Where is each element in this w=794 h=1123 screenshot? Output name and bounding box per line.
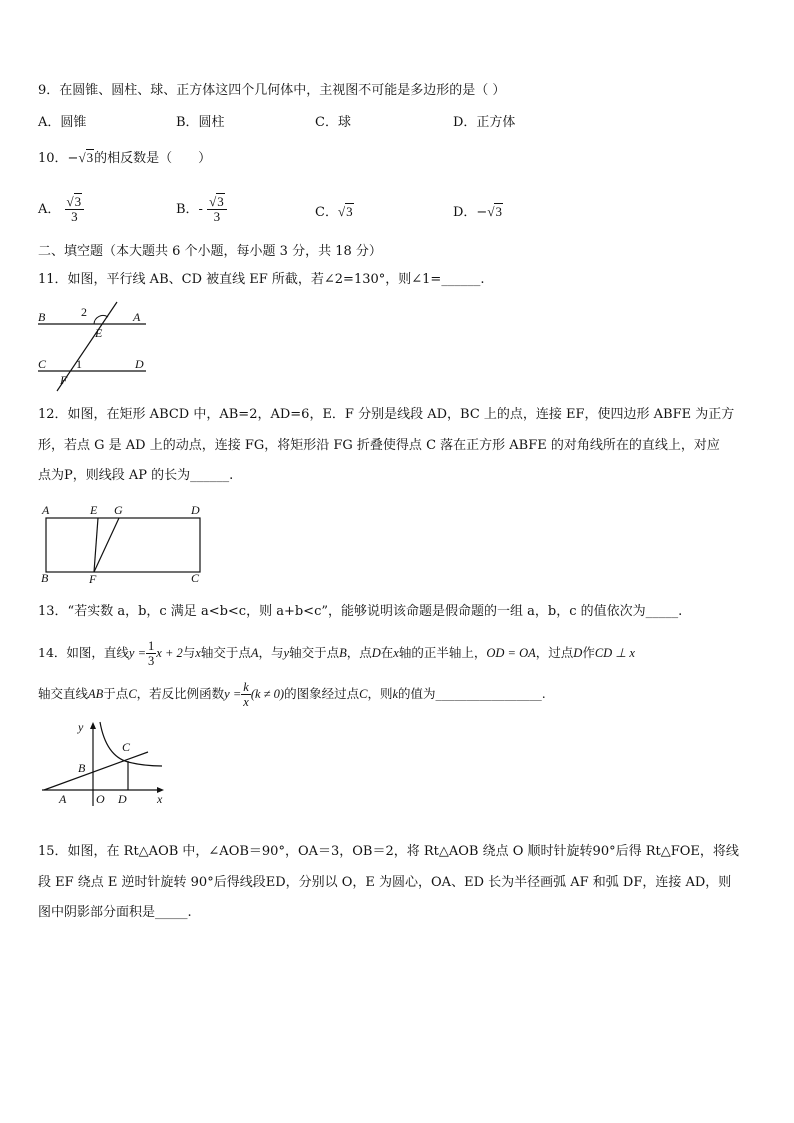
q10-option-d: D．−√3 [453,204,502,220]
q14-line-2 [38,680,546,709]
q15-line-3: 图中阴影部分面积是_____. [38,905,192,920]
q10-option-b [176,195,227,224]
q14-k-num: k [243,680,249,694]
q14-point-b: B [339,646,347,660]
q10-minus: − [67,151,79,166]
q10-a-fraction: $\frac{√3}{3}$ [65,195,85,224]
q14-od-eq: OD = OA [486,646,536,660]
q9-option-b: B．圆柱 [176,115,225,130]
q12-line-2: 形，若点 G 是 AD 上的动点，连接 FG，将矩形沿 FG 折叠使得点 C 落在正方形 ABFE 的对角线所在的直线上，对应 [38,438,720,453]
q14-text-10: 作 [582,645,595,660]
q14-cd-perp: CD ⊥ x [594,646,635,660]
q14-fig-d: D [118,792,127,806]
q14-text-14: 的图象经过点 [284,686,360,701]
q10-a-den: 3 [71,209,78,224]
q14-fig-c: C [122,740,131,754]
q10-b-den: 3 [213,209,221,224]
q14-figure [40,718,170,810]
q9-stem: 9．在圆锥、圆柱、球、正方体这四个几何体中，主视图不可能是多边形的是（ ） [38,83,506,98]
q11-label-b: B [38,310,46,324]
q11-label-e: E [95,326,103,340]
q14-point-d1: D [371,646,381,660]
q14-var-x1: x [195,646,201,660]
q14-text-7: 在 [380,645,394,660]
q10-d-rad: 3 [495,204,502,219]
q14-text-2: 与 [182,645,196,660]
q10-option-a [38,195,84,224]
q14-text-4: ，与 [258,645,284,660]
q15-line-2: 段 EF 绕点 E 逆时针旋转 90°后得线段ED，分别以 O，E 为圆心，OA、ED 长为半径画弧 AF 和弧 DF，连接 AD，则 [38,875,732,890]
q14-fig-o: O [96,792,105,806]
q9-option-c: C．球 [315,115,351,130]
q14-y-arrow [90,722,96,729]
q14-x-plus: x + 2 [156,646,183,660]
q14-y-eq-2: y = [224,687,242,701]
q14-line-ab [44,752,148,790]
q14-line-1 [38,639,635,668]
q14-point-c2: C [359,687,368,701]
q14-text-16: 的值为_________________. [398,686,546,701]
q10-tail: 的相反数是（ ） [94,151,212,166]
q10-a-label: A． [38,202,61,217]
q14-var-k: k [392,687,399,701]
q14-fig-a: A [59,792,67,806]
q10-number: 10． [38,151,68,166]
q14-k-condition: (k ≠ 0) [250,687,285,701]
q14-text-15: ，则 [367,686,393,701]
q11-label-a: A [133,310,141,324]
q11-label-2: 2 [81,305,87,319]
q14-frac-num: 1 [148,639,155,653]
q10-radicand: 3 [86,150,94,165]
q9-option-a: A．圆锥 [38,115,87,130]
q14-point-a: A [250,646,259,660]
q12-label-a: A [42,503,50,517]
q12-label-c: C [191,571,200,585]
q14-hyperbola [100,722,162,766]
q14-y-eq: y = [128,646,147,660]
q10-a-num: 3 [74,194,82,209]
q14-text-11: 轴交直线 [38,686,89,701]
q14-text-8: 轴的正半轴上， [398,645,487,660]
q11-label-d: D [135,357,144,371]
q12-label-e: E [90,503,98,517]
q12-line-3: 点为P，则线段 AP 的长为______. [38,468,234,483]
q14-fig-x: x [157,792,163,806]
section-2-heading: 二、填空题（本大题共 6 个小题，每小题 3 分，共 18 分） [38,244,382,259]
q9-option-d: D．正方体 [453,115,516,130]
q14-text-1: 14．如图，直线 [38,645,129,660]
q14-fig-y: y [78,720,84,734]
q14-var-x2: x [393,646,399,660]
q10-b-num: 3 [217,194,224,209]
q10-b-label: B．- [176,202,203,217]
q12-figure [38,502,210,586]
q14-text-6: ，点 [346,645,372,660]
q12-label-d: D [191,503,200,517]
q10-c-rad: 3 [346,204,353,219]
q11-label-f: F [60,373,68,387]
q12-label-f: F [89,572,97,586]
q12-label-g: G [114,503,123,517]
q11-stem: 11．如图，平行线 AB、CD 被直线 EF 所截，若∠2=130°，则∠1=______. [38,272,485,287]
q10-sqrt: √3 [78,150,94,165]
q10-b-fraction: $\frac{√3}{3}$ [207,195,227,224]
q11-angle-arc [94,315,108,324]
q14-point-d2: D [573,646,583,660]
q12-label-b: B [41,571,49,585]
q14-text-13: ，若反比例函数 [136,686,225,701]
q12-line-1: 12．如图，在矩形 ABCD 中，AB=2，AD=6，E．F 分别是线段 AD，BC 上的点，连接 EF，使四边形 ABFE 为正方 [38,407,735,422]
q10-option-c: C．√3 [315,204,353,220]
q14-text-3: 轴交于点 [200,645,251,660]
q11-label-c: C [38,357,47,371]
q14-text-12: 于点 [103,686,129,701]
q14-text-9: ，过点 [535,645,574,660]
q14-point-c1: C [128,687,137,701]
q11-figure [36,300,150,394]
q13-stem: 13．“若实数 a，b，c 满足 a<b<c，则 a+b<c”，能够说明该命题是假命题的一组 a，b，c 的值依次为_____. [38,604,683,619]
q14-fraction [146,639,156,668]
q15-line-1: 15．如图，在 Rt△AOB 中，∠AOB＝90°，OA＝3，OB＝2，将 Rt△AOB 绕点 O 顺时针旋转90°后得 Rt△FOE，将线 [38,844,739,859]
q14-k-fraction [241,680,251,709]
q14-text-5: 轴交于点 [289,645,340,660]
q14-line-ab: AB [88,687,104,701]
q14-k-den: x [243,695,249,709]
q14-var-y1: y [283,646,290,660]
q10-d-label: D．− [453,205,488,220]
q14-frac-den: 3 [148,654,155,668]
q14-fig-b: B [78,761,86,775]
q12-rectangle [46,518,200,572]
q11-label-1: 1 [76,357,82,371]
q10-stem [38,149,211,168]
q10-c-label: C． [315,205,338,220]
